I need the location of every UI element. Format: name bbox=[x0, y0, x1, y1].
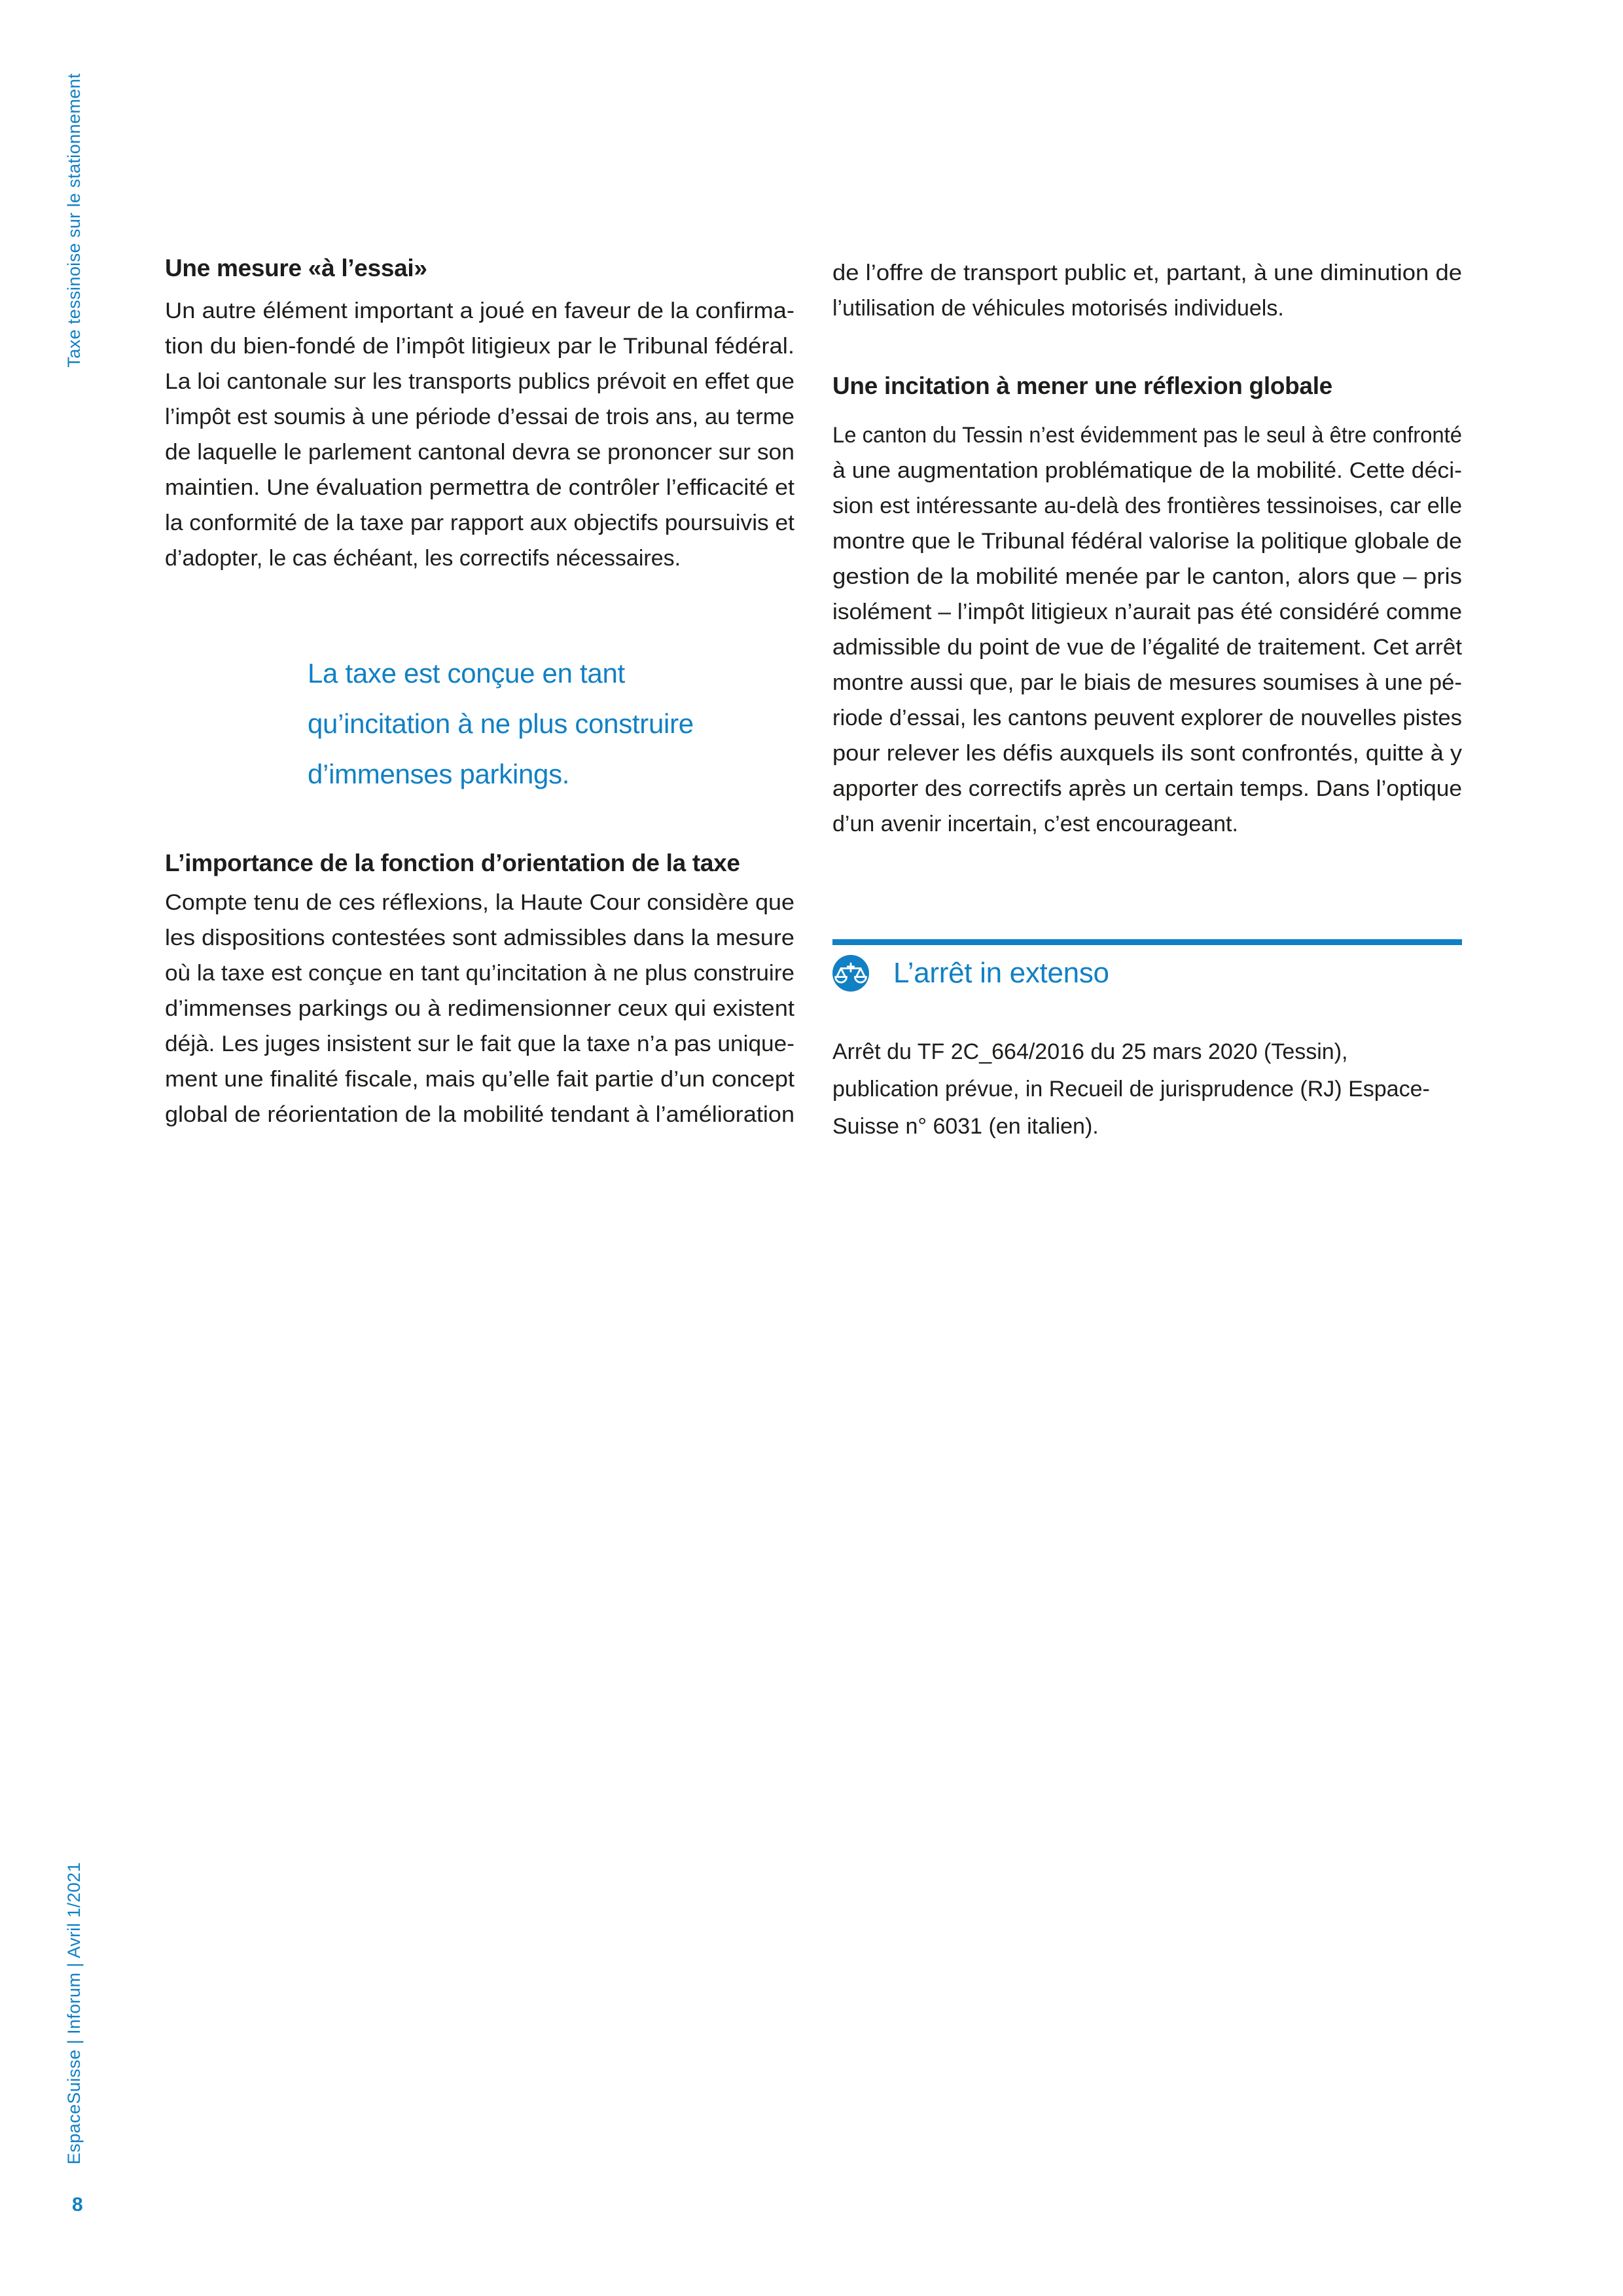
text-line: global de réorientation de la mobilité tendant à l’amélioration bbox=[165, 1102, 794, 1127]
text-line: l’impôt est soumis à une période d’essai de trois ans, au terme bbox=[165, 404, 794, 429]
body-paragraph-continuation bbox=[832, 255, 1462, 326]
text-line: Le canton du Tessin n’est évidemment pas le seul à être confronté bbox=[832, 423, 1462, 448]
section-heading-text: L’importance de la fonction d’orientation de la taxe bbox=[165, 850, 740, 876]
body-paragraph bbox=[832, 418, 1462, 842]
text-line: admissible du point de vue de l’égalité de traitement. Cet arrêt bbox=[832, 635, 1462, 660]
body-paragraph bbox=[165, 885, 794, 1132]
text-line: pour relever les défis auxquels ils sont confrontés, quitte à y bbox=[832, 741, 1462, 766]
pull-quote bbox=[308, 648, 794, 799]
text-line: sion est intéressante au-delà des frontières tessinoises, car elle bbox=[832, 493, 1462, 518]
text-line: de l’offre de transport public et, partant, à une diminution de bbox=[832, 260, 1462, 285]
right-column bbox=[832, 255, 1462, 1145]
extenso-heading: L’arrêt in extenso bbox=[893, 957, 1109, 989]
text-line: l’utilisation de véhicules motorisés individuels. bbox=[832, 296, 1284, 321]
extenso-paragraph bbox=[832, 1033, 1462, 1145]
text-line: apporter des correctifs après un certain temps. Dans l’optique bbox=[832, 776, 1462, 801]
text-line: d’adopter, le cas échéant, les correctifs nécessaires. bbox=[165, 546, 681, 571]
text-line: La taxe est conçue en tant bbox=[308, 658, 625, 689]
text-line: isolément – l’impôt litigieux n’aurait pas été considéré comme bbox=[832, 600, 1462, 624]
text-line: montre aussi que, par le biais de mesures soumises à une pé- bbox=[832, 670, 1462, 695]
section-heading-incitation-reflexion bbox=[832, 372, 1462, 401]
text-line: Compte tenu de ces réflexions, la Haute Cour considère que bbox=[165, 890, 794, 915]
text-line: de laquelle le parlement cantonal devra se prononcer sur son bbox=[165, 440, 794, 465]
scales-of-justice-icon bbox=[832, 955, 869, 992]
text-line: La loi cantonale sur les transports publics prévoit en effet que bbox=[165, 369, 794, 394]
text-line: gestion de la mobilité menée par le canton, alors que – pris bbox=[832, 564, 1462, 589]
text-line: à une augmentation problématique de la mobilité. Cette déci- bbox=[832, 458, 1462, 483]
text-line: Arrêt du TF 2C_664/2016 du 25 mars 2020 (Tessin), bbox=[832, 1039, 1348, 1064]
text-line: les dispositions contestées sont admissibles dans la mesure bbox=[165, 925, 794, 950]
section-heading-mesure-essai bbox=[165, 254, 794, 283]
article-topic-vertical-label: Taxe tessinoise sur le stationnement bbox=[64, 73, 84, 368]
text-line: publication prévue, in Recueil de jurisprudence (RJ) Espace- bbox=[832, 1077, 1430, 1102]
text-line: riode d’essai, les cantons peuvent explorer de nouvelles pistes bbox=[832, 706, 1462, 730]
text-line: déjà. Les juges insistent sur le fait que la taxe n’a pas unique- bbox=[165, 1031, 794, 1056]
text-line: tion du bien-fondé de l’impôt litigieux par le Tribunal fédéral. bbox=[165, 334, 794, 359]
text-line: d’un avenir incertain, c’est encourageant. bbox=[832, 812, 1238, 836]
text-line: la conformité de la taxe par rapport aux objectifs poursuivis et bbox=[165, 511, 794, 535]
left-column bbox=[165, 254, 794, 1132]
extenso-header-row bbox=[832, 955, 1462, 992]
text-line: ment une finalité fiscale, mais qu’elle fait partie d’un concept bbox=[165, 1067, 794, 1092]
section-heading-text: Une incitation à mener une réflexion globale bbox=[832, 372, 1332, 399]
text-line: d’immenses parkings. bbox=[308, 759, 570, 789]
text-line: qu’incitation à ne plus construire bbox=[308, 708, 694, 739]
text-line: Suisse n° 6031 (en italien). bbox=[832, 1114, 1099, 1139]
text-line: d’immenses parkings ou à redimensionner ceux qui existent bbox=[165, 996, 794, 1021]
section-heading-importance-orientation bbox=[165, 849, 794, 878]
extenso-callout-box bbox=[832, 939, 1462, 1145]
section-heading-text: Une mesure «à l’essai» bbox=[165, 255, 427, 281]
text-line: montre que le Tribunal fédéral valorise la politique globale de bbox=[832, 529, 1462, 554]
page-number: 8 bbox=[72, 2194, 83, 2215]
body-paragraph bbox=[165, 293, 794, 576]
text-line: Un autre élément important a joué en faveur de la confirma- bbox=[165, 298, 794, 323]
issue-vertical-label: EspaceSuisse | Inforum | Avril 1/2021 bbox=[64, 1862, 84, 2165]
text-line: où la taxe est conçue en tant qu’incitation à ne plus construire bbox=[165, 961, 794, 986]
text-line: maintien. Une évaluation permettra de contrôler l’efficacité et bbox=[165, 475, 794, 500]
